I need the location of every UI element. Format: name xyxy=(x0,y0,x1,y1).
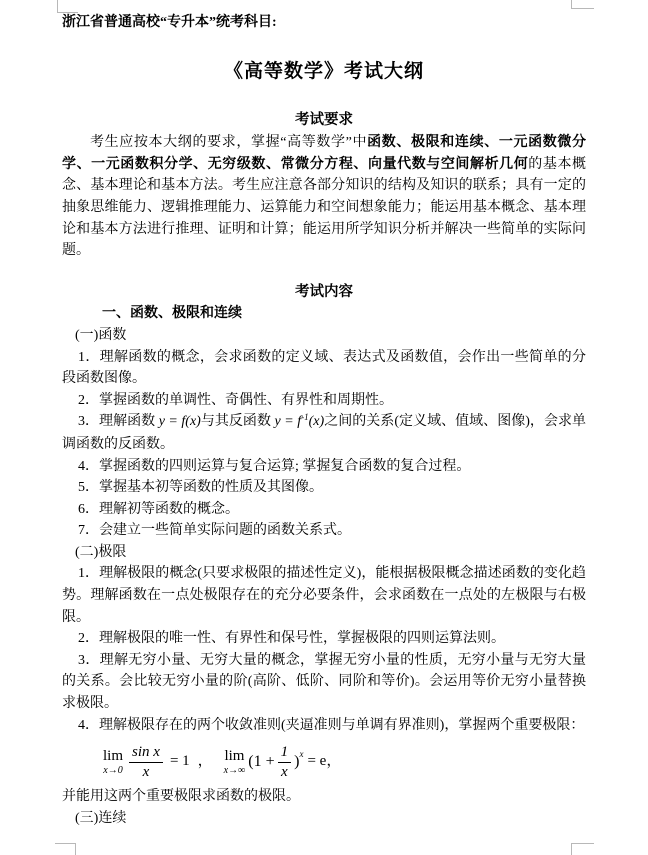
document-title: 《高等数学》考试大纲 xyxy=(223,60,424,82)
fraction-denominator: x xyxy=(281,763,288,780)
limit-item-3: 3．理解无穷小量、无穷大量的概念，掌握无穷小量的性质，无穷小量与无穷大量的关系。会比较无穷小量的阶(高阶、低阶、同阶和等价)。会运用等价无穷小量替换求极限。 xyxy=(62,652,586,712)
lim-subscript: x→∞ xyxy=(223,764,246,776)
fraction-one-over-x xyxy=(278,744,292,780)
sub1-heading: (一)函数 xyxy=(75,327,127,343)
formula-separator: ， xyxy=(197,753,213,770)
limit-item-4: 4．理解极限存在的两个收敛准则(夹逼准则与单调有界准则)，掌握两个重要极限： xyxy=(78,717,585,733)
open-paren-one-plus: (1 + xyxy=(248,753,275,771)
equals-e: = e xyxy=(307,753,327,770)
requirements-run-3: 的基本概念、基本理论和基本方法。考生应注意各部分知识的结构及知识的联系；具有一定的抽象思维能力、逻辑推理能力、运算能力和空间想象能力；能运用基本概念、基本理论和基本方法进行推理、证明和计算；能运用所学知识分析并解决一些简单的实际问题。 xyxy=(62,156,587,259)
lim-symbol: lim xyxy=(103,747,124,764)
function-item-6: 6．理解初等函数的概念。 xyxy=(78,501,239,517)
important-limits-formula xyxy=(100,740,586,784)
function-item-3 xyxy=(62,411,586,455)
exponent-x: x xyxy=(299,749,304,760)
item3-math-fx: y = f(x) xyxy=(158,414,201,430)
fraction-sinx-over-x xyxy=(129,744,163,780)
crop-mark-top-left xyxy=(57,0,78,13)
formula-tail-comma: ， xyxy=(326,753,342,770)
crop-mark-top-right xyxy=(571,0,594,9)
lim-symbol: lim xyxy=(224,747,245,764)
equals-one: = 1 xyxy=(169,753,190,770)
lim-subscript: x→0 xyxy=(103,764,123,776)
crop-mark-bottom-left xyxy=(55,843,76,855)
document-header: 浙江省普通高校“专升本”统考科目: xyxy=(62,15,277,30)
exam-content-heading: 考试内容 xyxy=(295,283,353,300)
limit-operator-1 xyxy=(103,749,123,776)
item3-run-2: 与其反函数 xyxy=(200,414,275,430)
function-item-2: 2．掌握函数的单调性、奇偶性、有界性和周期性。 xyxy=(78,392,393,408)
limit-operator-2 xyxy=(224,749,246,776)
requirements-run-1: 考生应按本大纲的要求，掌握“高等数学”中 xyxy=(90,135,368,151)
function-item-4: 4．掌握函数的四则运算与复合运算; 掌握复合函数的复合过程。 xyxy=(78,458,471,474)
close-paren: ) xyxy=(294,753,300,771)
fraction-numerator: 1 xyxy=(278,744,292,763)
fraction-denominator: x xyxy=(142,763,150,780)
section1-heading: 一、函数、极限和连续 xyxy=(102,306,242,322)
crop-mark-bottom-right xyxy=(571,843,594,855)
item3-run-3: 之间的关系(定义域、值域、图像)，会求单调函数的反函数。 xyxy=(62,414,587,452)
item3-math-inverse-base: y = f xyxy=(274,414,302,430)
limit-item-2: 2．理解极限的唯一性、有界性和保号性，掌握极限的四则运算法则。 xyxy=(78,631,505,647)
function-item-1: 1．理解函数的概念，会求函数的定义域、表达式及函数值，会作出一些简单的分段函数图像。 xyxy=(62,349,586,387)
item3-run-1: 3．理解函数 xyxy=(78,414,159,430)
exam-requirements-heading: 考试要求 xyxy=(295,111,353,128)
limit-item-1: 1．理解极限的概念(只要求极限的描述性定义)，能根据极限概念描述函数的变化趋势。理解函数在一点处极限存在的充分必要条件，会求函数在一点处的左极限与右极限。 xyxy=(62,566,586,625)
exam-requirements-paragraph xyxy=(62,132,586,262)
sub2-heading: (二)极限 xyxy=(75,544,127,560)
item3-math-inverse-arg: (x) xyxy=(308,414,325,430)
requirements-run-2-bold: 函数、极限和连续、一元函数微分学、一元函数积分学、无穷级数、常微分方程、向量代数与空间解析几何 xyxy=(62,135,587,172)
sub3-heading: (三)连续 xyxy=(75,810,127,826)
formula-after-text: 并能用这两个重要极限求函数的极限。 xyxy=(62,789,300,805)
fraction-numerator: sin x xyxy=(129,744,163,763)
function-item-7: 7．会建立一些简单实际问题的函数关系式。 xyxy=(78,523,351,539)
function-item-5: 5．掌握基本初等函数的性质及其图像。 xyxy=(78,480,323,496)
item3-math-inverse-exponent: -1 xyxy=(301,412,309,423)
